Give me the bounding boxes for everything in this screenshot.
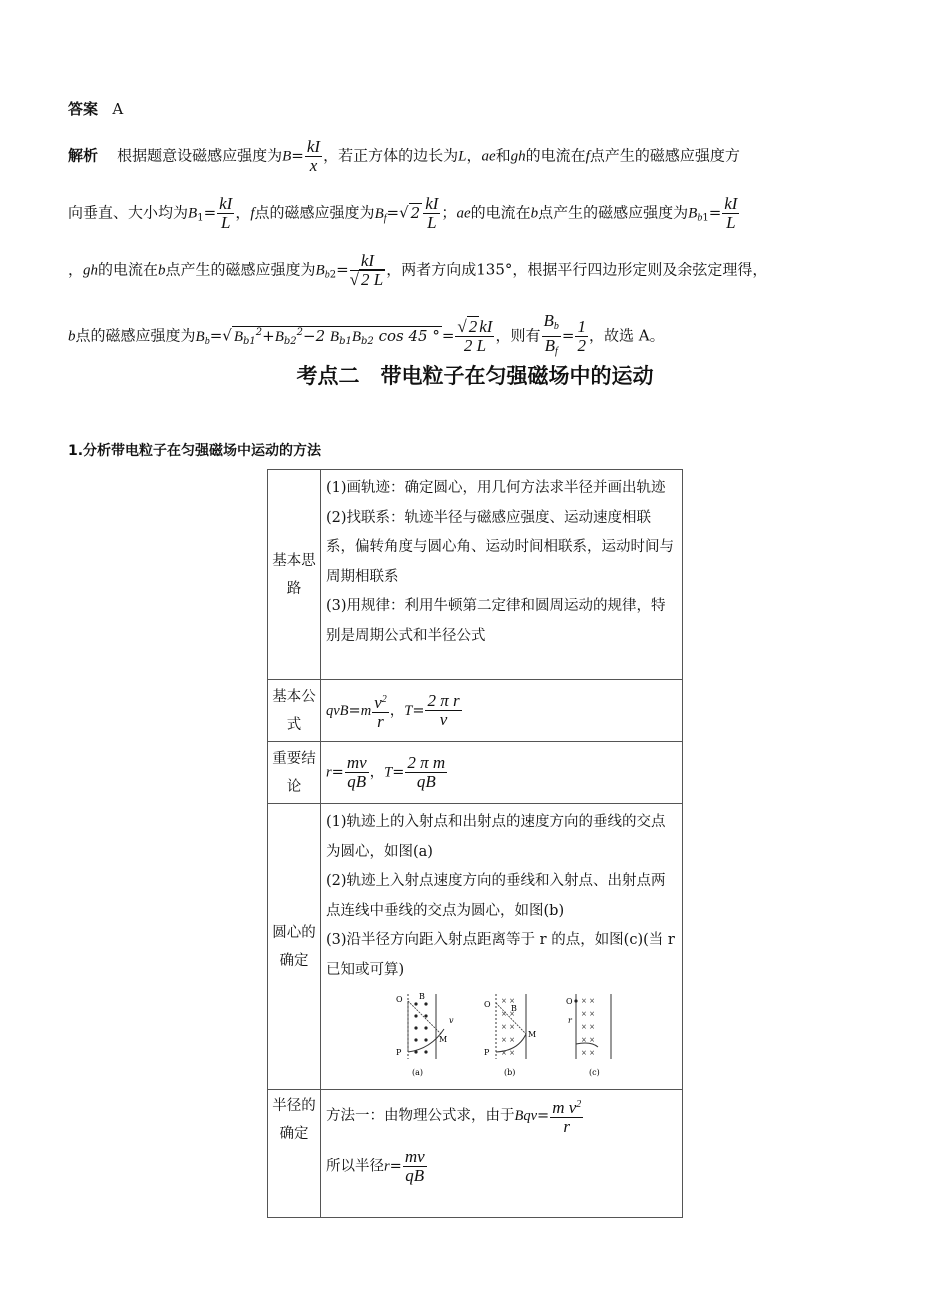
fraction: $\frac{B_b}{B_f}$ [543, 311, 559, 357]
analysis-line-1: 解析 根据题意设磁感应强度为B= $\frac{kI}{x}$ ，若正方体的边长为L，ae和gh的电流在f点产生的磁感应强度方 [68, 137, 740, 175]
answer-label: 答案 [68, 100, 99, 118]
fraction: $\frac{\text{2 π r}}{v}$ [427, 691, 460, 729]
line: (1)轨迹上的入射点和出射点的速度方向的垂线的交点为圆心，如图(a) [326, 814, 666, 860]
svg-text:B: B [511, 1004, 517, 1013]
fraction: $\frac{1}{2}$ [577, 317, 586, 355]
text: 点的磁感应强度为 [254, 203, 375, 222]
text: ，两者方向成135°，根据平行四边形定则及余弦定理得， [386, 260, 768, 279]
center-figure [386, 989, 636, 1079]
text: ，故选 A。 [588, 326, 665, 345]
text: ， [68, 260, 84, 279]
line: 所以半径r= $\frac{mv}{qB}$ [326, 1147, 425, 1185]
figure-a [396, 992, 454, 1077]
svg-text:v: v [449, 1016, 454, 1025]
svg-text:P: P [484, 1048, 490, 1057]
table-row [268, 680, 683, 742]
fraction: $\frac{kI}{x}$ [306, 137, 321, 175]
text: 点产生的磁感应强度为 [538, 203, 689, 222]
analysis-line-3: ，gh的电流在b点产生的磁感应强度为$B_{b2}=$ $\frac{kI}{√ 2 L}$ ，两者方向成135°，根据平行四边形定则及余弦定理得， [68, 251, 768, 289]
subsection-title: 1.分析带电粒子在匀强磁场中运动的方法 [68, 443, 322, 459]
svg-text:× ×: × × [501, 1036, 515, 1044]
fraction: $\frac{kI}{L}$ [219, 194, 233, 232]
text: 根据题意设磁感应强度为 [117, 146, 283, 165]
svg-text:× ×: × × [501, 1023, 515, 1031]
svg-text:P: P [396, 1048, 402, 1057]
answer-line [68, 99, 123, 119]
row-body: qvB=m $\frac{v^2}{r}$ ，T= $\frac{\text{2 π r}}{v}$ [321, 680, 683, 742]
row-body: r= $\frac{mv}{qB}$ ，T= $\frac{\text{2 π m}}{qB}$ [321, 742, 683, 804]
svg-text:M: M [528, 1030, 537, 1039]
analysis-line-4: b点的磁感应强度为$B_b=√$ $B_{b1}^2+B_{b2}^2-2$ $B_{b1}B_{b2}$ cos 45 ° = $\frac{√ 2 kI}{2 L}$ ，则有 $\frac{B_b}{B_f}$ = $\frac{1}{2}$ ，故选 A。 [68, 312, 665, 361]
section-title: 考点二 带电粒子在匀强磁场中的运动 [296, 364, 654, 388]
row-body [321, 470, 683, 680]
fraction: $\frac{mv}{qB}$ [404, 1147, 425, 1185]
text: 点的磁感应强度为 [75, 326, 196, 345]
line: (3)用规律：利用牛顿第二定律和圆周运动的规律，特别是周期公式和半径公式 [326, 598, 666, 644]
row-head: 圆心的确定 [268, 804, 321, 1090]
row-body [321, 804, 683, 1090]
svg-text:B: B [419, 992, 425, 1001]
table-row [268, 470, 683, 680]
svg-text:O: O [566, 997, 573, 1006]
line: 方法一：由物理公式求，由于Bqv= $\frac{m v^2}{r}$ [326, 1098, 582, 1136]
answer-value: A [112, 100, 124, 118]
line: (2)轨迹上入射点速度方向的垂线和入射点、出射点两点连线中垂线的交点为圆心，如图(b) [326, 873, 666, 919]
text: 和 [495, 146, 511, 165]
figure-c [566, 994, 611, 1077]
row-head: 基本思路 [268, 470, 321, 680]
text: 向垂直、大小均为 [68, 203, 189, 222]
fraction: $\frac{mv}{qB}$ [346, 753, 367, 791]
line: (2)找联系：轨迹半径与磁感应强度、运动速度相联系，偏转角度与圆心角、运动时间相联系，运动时间与周期相联系 [326, 509, 674, 585]
fraction: $\frac{kI}{L}$ [724, 194, 738, 232]
table-row [268, 804, 683, 1090]
method-table [267, 469, 683, 1218]
svg-text:(b): (b) [504, 1068, 516, 1077]
fraction: $\frac{kI}{√ 2 L}$ [349, 251, 384, 289]
table-row [268, 1090, 683, 1218]
svg-text:× ×: × × [581, 1010, 595, 1018]
fraction: $\frac{v^2}{r}$ [374, 692, 387, 731]
row-head: 基本公式 [268, 680, 321, 742]
analysis-line-2: 向垂直、大小均为$B_1=$ $\frac{kI}{L}$ ，f点的磁感应强度为$B_f=√$ 2 $\frac{kI}{L}$ ；ae的电流在b点产生的磁感应强度为$B_{b1}=$ $\frac{kI}{L}$ [68, 194, 738, 232]
svg-text:O: O [484, 1000, 491, 1009]
fraction: $\frac{m v^2}{r}$ [552, 1098, 582, 1136]
row-head: 半径的确定 [268, 1090, 321, 1218]
text: 的电流在 [525, 146, 586, 165]
line: (3)沿半径方向距入射点距离等于 r 的点，如图(c)(当 r 已知或可算) [326, 932, 675, 978]
fraction: $\frac{kI}{L}$ [425, 194, 439, 232]
fraction: $\frac{√ 2 kI}{2 L}$ [457, 317, 493, 355]
svg-text:O: O [396, 995, 403, 1004]
svg-text:× ×: × × [501, 1049, 515, 1057]
svg-text:(c): (c) [589, 1068, 600, 1077]
table-row [268, 742, 683, 804]
svg-text:M: M [439, 1035, 448, 1044]
svg-text:× ×: × × [581, 997, 595, 1005]
svg-text:× ×: × × [501, 1010, 515, 1018]
svg-text:× ×: × × [501, 997, 515, 1005]
figure-b [484, 994, 536, 1077]
row-body [321, 1090, 683, 1218]
svg-text:× ×: × × [581, 1049, 595, 1057]
svg-text:r: r [568, 1016, 572, 1025]
fraction: $\frac{\text{2 π m}}{qB}$ [407, 753, 446, 791]
text: ，则有 [495, 326, 541, 345]
text: 的电流在 [470, 203, 531, 222]
line: (1)画轨迹：确定圆心，用几何方法求半径并画出轨迹 [326, 480, 666, 496]
text: ，若正方体的边长为 [323, 146, 459, 165]
text: 的电流在 [98, 260, 159, 279]
row-head: 重要结论 [268, 742, 321, 804]
text: 点产生的磁感应强度为 [165, 260, 316, 279]
svg-text:× ×: × × [581, 1036, 595, 1044]
svg-text:(a): (a) [412, 1068, 424, 1077]
analysis-label: 解析 [68, 146, 99, 165]
text: 点产生的磁感应强度方 [589, 146, 740, 165]
svg-text:× ×: × × [581, 1023, 595, 1031]
